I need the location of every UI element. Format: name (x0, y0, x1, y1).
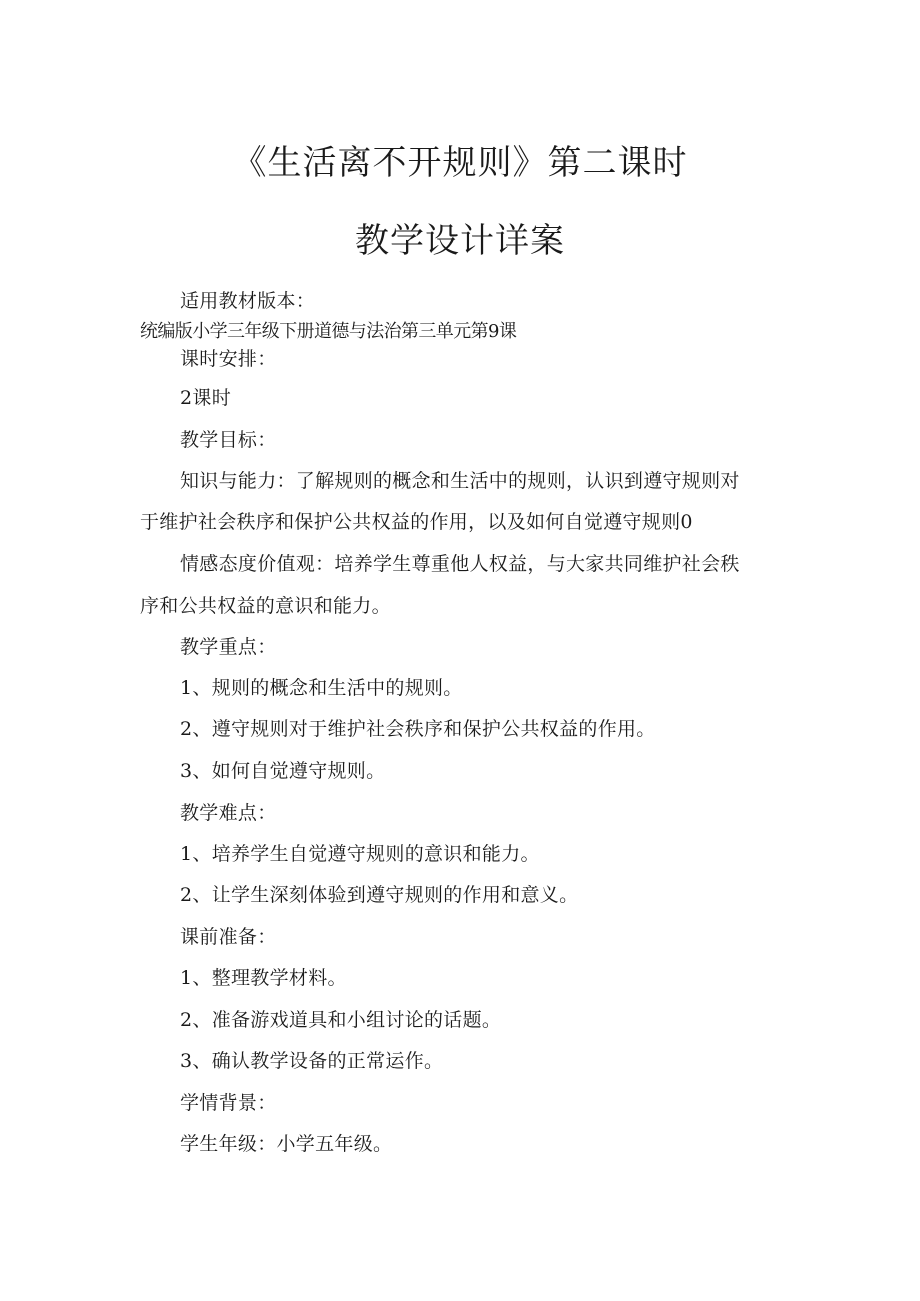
heading-student-background: 学情背景： (180, 1092, 277, 1114)
list-item: 1、规则的概念和生活中的规则。 (180, 677, 463, 699)
list-item: 1、培养学生自觉遵守规则的意识和能力。 (180, 843, 540, 865)
textbook-version-value: 统编版小学三年级下册道德与法治第三单元第9课 (140, 321, 517, 342)
heading-preparation: 课前准备： (180, 926, 277, 948)
list-item: 1、整理教学材料。 (180, 967, 347, 989)
heading-difficulties: 教学难点： (180, 802, 277, 824)
student-grade: 学生年级：小学五年级。 (180, 1133, 393, 1155)
paragraph-line: 于维护社会秩序和保护公共权益的作用，以及如何自觉遵守规则0 (140, 511, 693, 533)
list-item: 2、让学生深刻体验到遵守规则的作用和意义。 (180, 884, 579, 906)
paragraph-line: 情感态度价值观：培养学生尊重他人权益，与大家共同维护社会秩 (180, 553, 740, 575)
list-item: 3、确认教学设备的正常运作。 (180, 1050, 444, 1072)
paragraph-line: 序和公共权益的意识和能力。 (140, 595, 391, 617)
list-item: 2、准备游戏道具和小组讨论的话题。 (180, 1009, 502, 1031)
list-item: 3、如何自觉遵守规则。 (180, 760, 386, 782)
class-hours-value: 2课时 (180, 387, 231, 409)
heading-key-points: 教学重点： (180, 636, 277, 658)
document-subtitle: 教学设计详案 (355, 221, 565, 261)
paragraph-line: 知识与能力：了解规则的概念和生活中的规则，认识到遵守规则对 (180, 470, 740, 492)
document-title: 《生活离不开规则》第二课时 (232, 143, 688, 183)
label-class-hours: 课时安排： (180, 348, 277, 370)
label-textbook-version: 适用教材版本： (180, 290, 316, 312)
list-item: 2、遵守规则对于维护社会秩序和保护公共权益的作用。 (180, 718, 656, 740)
heading-teaching-objectives: 教学目标： (180, 429, 277, 451)
